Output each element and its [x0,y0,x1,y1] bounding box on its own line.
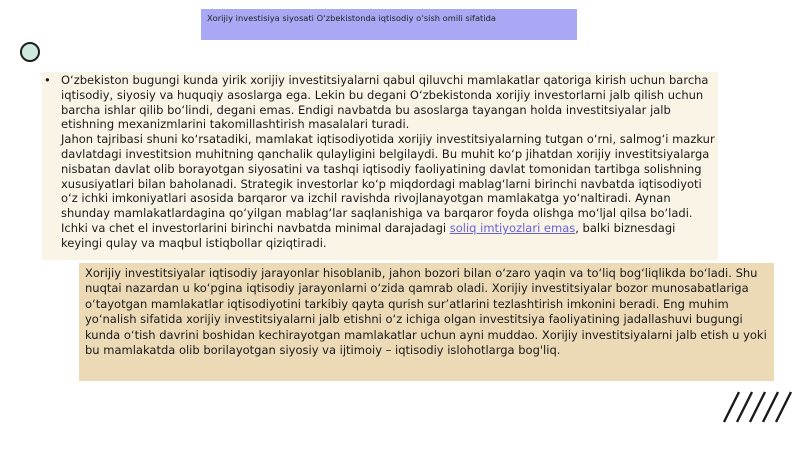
main-paragraph-1: O‘zbekiston bugungi kunda yirik xorijiy investitsiyalarni qabul qiluvchi mamlakatlar qatoriga kirish uchun barcha iqtisodiy, siyosiy va huquqiy asoslarga ega. Lekin bu degani O‘zbekistonda xorijiy investorlarni jalb qilish uchun barcha ishlar qilib bo‘lindi, degani emas. Endigi navbatda bu asoslarga tayangan holda investitsiyalar jalb etishning mexanizmlarini takomillashtirish masalalari turadi. [61,73,709,132]
diagonal-lines-icon [722,391,792,423]
main-paragraph-2 [61,132,715,250]
slide-title: Xorijiy investisiya siyosati O‘zbekistonda iqtisodiy o‘sish omili sifatida [207,13,496,23]
paragraph-2-text: Jahon tajribasi shuni ko‘rsatadiki, mamlakat iqtisodiyotida xorijiy investitsiyalarning tutgan o‘rni, salmog‘i mazkur davlatdagi investitsion muhitning qanchalik qulayligini belgilaydi. Bu muhit ko‘p jihatdan xorijiy investitsiyalarga nisbatan davlat olib borayotgan siyosatini va tashqi iqtisodiy faoliyatining davlat tomonidan tartibga solishning xususiyatlari bilan baholanadi. Strategik investorlar ko‘p miqdordagi mablag‘larni birinchi navbatda iqtisodiyoti o‘z ichki imkoniyatlari asosida barqaror va izchil ravishda rivojlanayotgan mamlakatga yo‘naltiradi. Aynan shunday mamlakatlardagina qo‘yilgan mablag‘lar saqlanishiga va barqaror foyda olishga mo‘ljal qilsa bo‘ladi. Ichki va chet el investorlarini birinchi navbatda minimal darajadagi [61,132,715,235]
quote-text: Xorijiy investitsiyalar iqtisodiy jarayonlar hisoblanib, jahon bozori bilan o‘zaro yaqin va to‘liq bog‘liqlikda bo‘ladi. Shu nuqtai nazardan u ko‘pgina iqtisodiy jarayonlarni o‘zida qamrab oladi. Xorijiy investitsiyalar bozor munosabatlariga o‘tayotgan mamlakatlar iqtisodiyotini tarkibiy qayta qurish sur’atlarini tezlashtirish imkonini beradi. Eng muhim yo‘nalish sifatida xorijiy investitsiyalarni jalb etishni o‘z ichiga olgan investitsiya faoliyatining jadallashuvi bugungi kunda o‘tish davrini boshidan kechirayotgan mamlakatlar uchun ayni muddao. Xorijiy investitsiyalarni jalb etish u yoki bu mamlakatda olib borilayotgan siyosiy va ijtimoiy – iqtisodiy islohotlarga bog'liq. [85,266,767,358]
main-text-block [61,73,715,251]
paragraph-2-end: , balki biznesdagi keyingi qulay va maqbul istiqbollar qiziqtiradi. [61,220,676,250]
slide-title-box [201,9,577,40]
bullet-icon: • [44,73,51,87]
tax-benefits-link[interactable]: soliq imtiyozlari emas [449,220,576,235]
circle-decoration-icon [20,42,40,62]
quote-box [79,263,774,381]
